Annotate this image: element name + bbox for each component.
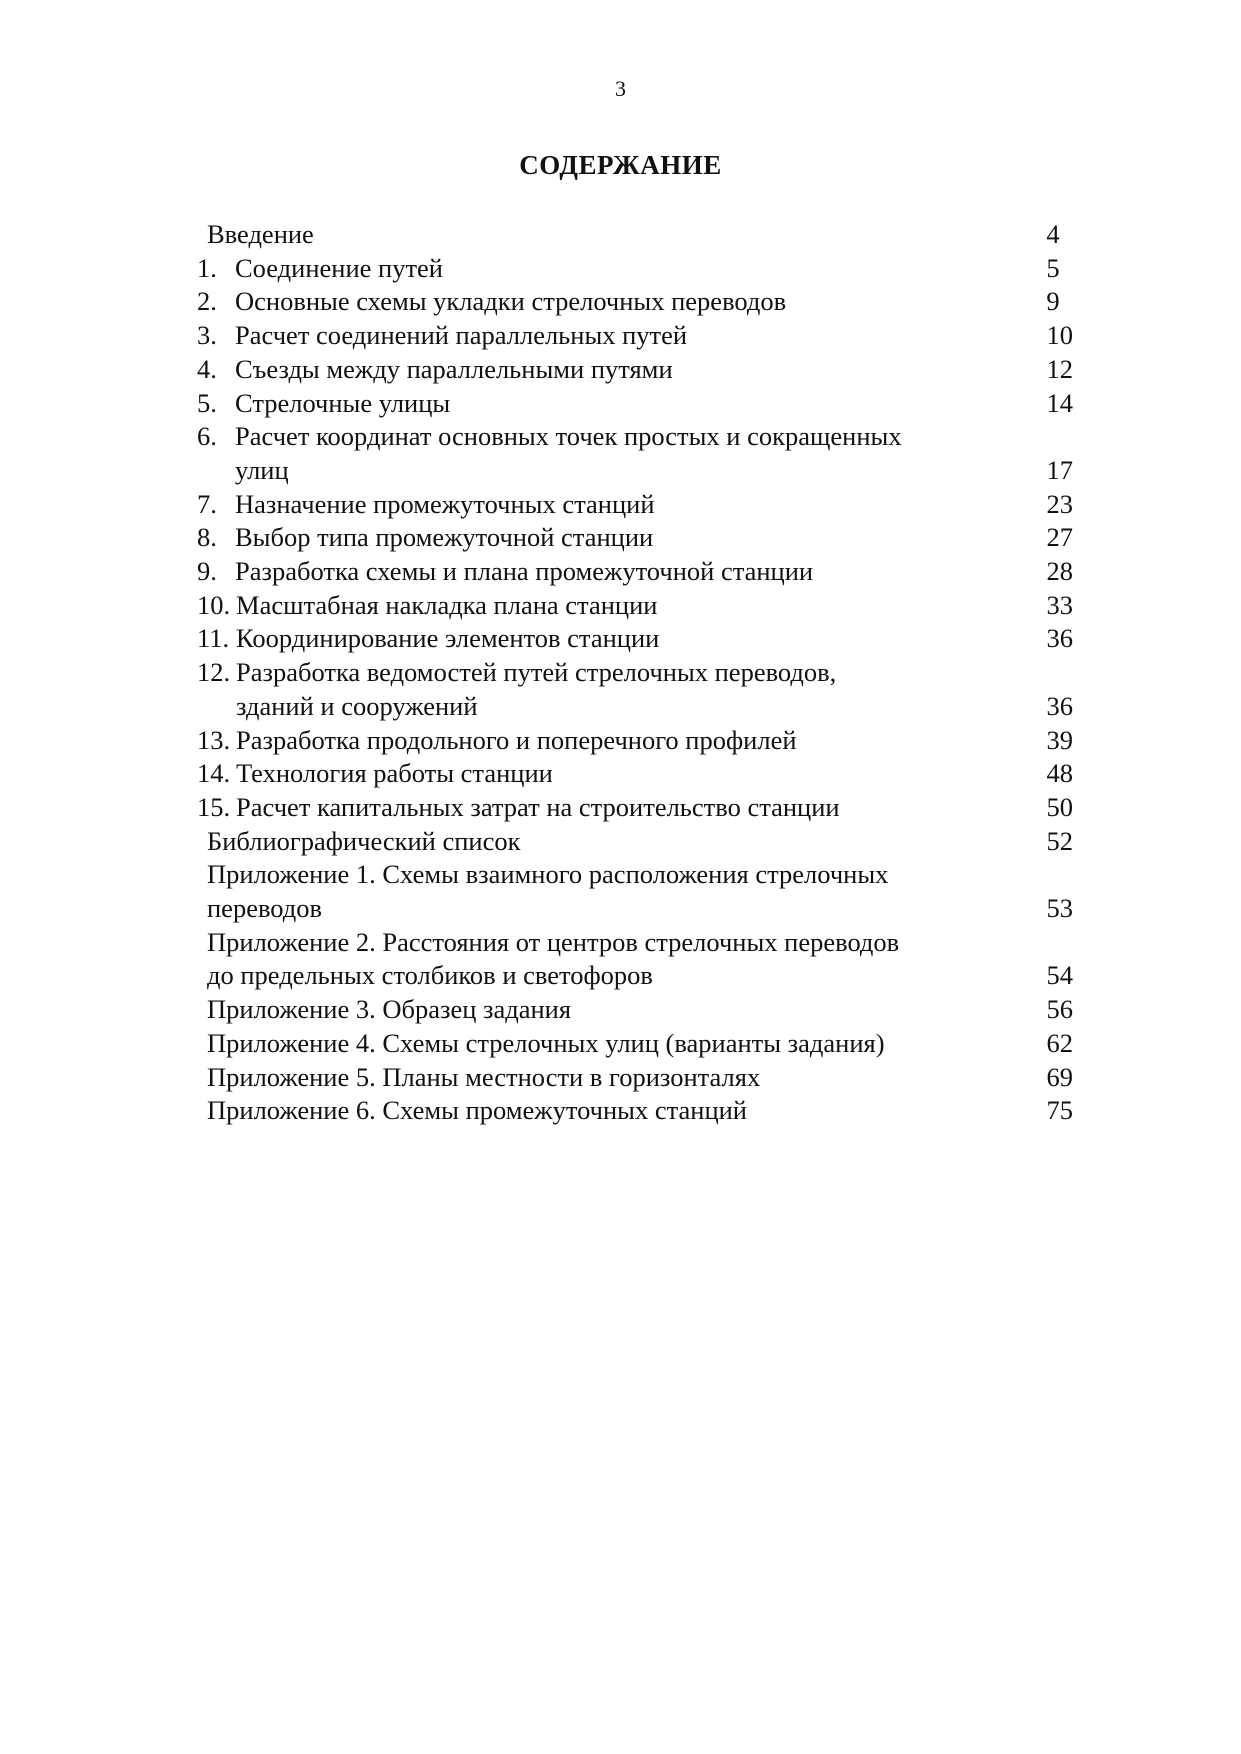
page-title: СОДЕРЖАНИЕ	[519, 150, 722, 180]
toc-entry-line	[197, 858, 1073, 892]
toc-entry-title: Расчет капитальных затрат на строительство станции	[236, 791, 840, 822]
toc-entry-page: 28	[1046, 556, 1073, 587]
toc-entry-title: до предельных столбиков и светофоров	[207, 960, 653, 991]
toc-entry-page: 10	[1046, 320, 1073, 351]
toc-entry-page: 56	[1046, 994, 1073, 1025]
toc-entry-number: 11.	[197, 623, 230, 654]
toc-entry-title: Назначение промежуточных станций	[235, 488, 655, 519]
toc-entry-page: 62	[1046, 1027, 1073, 1058]
toc-entry-title: Приложение 3. Образец задания	[207, 994, 572, 1025]
toc-entry-line	[197, 454, 1073, 488]
toc-entry-line	[197, 622, 1073, 656]
toc-entry-line	[197, 285, 1073, 319]
toc-entry-number: 5.	[197, 387, 217, 418]
toc-entry-title: Разработка продольного и поперечного профилей	[236, 724, 797, 755]
toc-entry-line	[197, 1027, 1073, 1061]
toc-entry-page: 23	[1046, 488, 1073, 519]
toc-entry-line	[197, 319, 1073, 353]
toc-entry-line	[197, 252, 1073, 286]
toc-entry-page: 36	[1046, 623, 1073, 654]
toc-entry-page: 39	[1046, 724, 1073, 755]
toc-entry-title: Приложение 6. Схемы промежуточных станций	[207, 1095, 747, 1126]
toc-entry-title: Масштабная накладка плана станции	[236, 589, 658, 620]
toc-entry-title: Введение	[207, 219, 314, 249]
toc-entry-page: 4	[1046, 219, 1060, 249]
toc-entry-page: 36	[1046, 690, 1073, 721]
toc-entry-title: Расчет координат основных точек простых и сокращенных	[235, 421, 902, 452]
toc-entry-page: 75	[1046, 1095, 1073, 1126]
toc-entry-line	[197, 825, 1073, 859]
page-number: 3	[615, 76, 626, 101]
toc-entry-number: 9.	[197, 556, 217, 587]
toc-entry-line	[197, 218, 1073, 252]
toc-entry-line	[197, 353, 1073, 387]
toc-entry-number: 15.	[197, 791, 231, 822]
toc-entry-page: 27	[1046, 522, 1073, 553]
toc-entry-page: 53	[1046, 893, 1073, 924]
toc-entry-line	[197, 1094, 1073, 1128]
toc-entry-number: 6.	[197, 421, 217, 452]
toc-entry-line	[197, 589, 1073, 623]
toc-entry-title: Выбор типа промежуточной станции	[235, 522, 654, 553]
toc-entry-page: 69	[1046, 1061, 1073, 1092]
toc-entry-title: улиц	[235, 454, 289, 485]
toc-entry-title: зданий и сооружений	[236, 690, 478, 721]
toc-entry-line	[197, 656, 1073, 690]
toc-entry-title: Приложение 4. Схемы стрелочных улиц (варианты задания)	[207, 1027, 885, 1058]
toc-entry-number: 12.	[197, 657, 231, 688]
toc-entry-page: 12	[1046, 353, 1073, 384]
toc-entry-title: переводов	[207, 893, 323, 924]
toc-entry-page: 5	[1046, 252, 1060, 283]
toc-entry-page: 33	[1046, 589, 1073, 620]
toc-entry-title: Библиографический список	[207, 825, 521, 856]
toc-entry-line	[197, 555, 1073, 589]
toc-entry-number: 14.	[197, 758, 231, 789]
toc-entry-line	[197, 724, 1073, 758]
toc-entry-title: Съезды между параллельными путями	[235, 353, 673, 384]
toc-entry-number: 7.	[197, 488, 217, 519]
toc-entry-title: Приложение 1. Схемы взаимного расположения стрелочных	[207, 859, 889, 890]
toc-entry-line	[197, 690, 1073, 724]
toc-entry-number: 10.	[197, 589, 231, 620]
toc-entry-number: 4.	[197, 353, 217, 384]
toc-entry-number: 3.	[197, 320, 217, 351]
toc-entry-number: 1.	[197, 252, 217, 283]
toc-entry-line	[197, 387, 1073, 421]
toc-entry-page: 14	[1046, 387, 1073, 418]
toc-entry-title: Соединение путей	[235, 252, 443, 283]
toc-entry-page: 48	[1046, 758, 1073, 789]
toc-entry-line	[197, 959, 1073, 993]
toc-entry-title: Приложение 5. Планы местности в горизонталях	[207, 1061, 761, 1092]
toc-entry-line	[197, 521, 1073, 555]
toc-entry-page: 17	[1046, 454, 1073, 485]
toc-entry-line	[197, 791, 1073, 825]
toc-entry-line	[197, 892, 1073, 926]
toc-entry-page: 52	[1046, 825, 1073, 856]
toc-entry-title: Технология работы станции	[236, 758, 553, 789]
toc-entry-page: 54	[1046, 960, 1073, 991]
toc-entry-title: Координирование элементов станции	[236, 623, 660, 654]
toc-entry-line	[197, 1061, 1073, 1095]
toc-entry-number: 13.	[197, 724, 231, 755]
toc-entry-page: 9	[1046, 286, 1060, 317]
table-of-contents	[197, 218, 1073, 1128]
toc-entry-title: Основные схемы укладки стрелочных переводов	[235, 286, 787, 317]
toc-entry-title: Расчет соединений параллельных путей	[235, 320, 688, 351]
toc-entry-title: Приложение 2. Расстояния от центров стрелочных переводов	[207, 926, 900, 957]
toc-entry-line	[197, 993, 1073, 1027]
toc-entry-line	[197, 488, 1073, 522]
toc-entry-page: 50	[1046, 791, 1073, 822]
toc-entry-line	[197, 420, 1073, 454]
toc-entry-title: Разработка схемы и плана промежуточной станции	[235, 556, 814, 587]
toc-entry-line	[197, 926, 1073, 960]
toc-entry-line	[197, 757, 1073, 791]
toc-entry-title: Разработка ведомостей путей стрелочных переводов,	[236, 657, 837, 688]
toc-entry-number: 8.	[197, 522, 217, 553]
toc-entry-number: 2.	[197, 286, 217, 317]
toc-entry-title: Стрелочные улицы	[235, 387, 451, 418]
